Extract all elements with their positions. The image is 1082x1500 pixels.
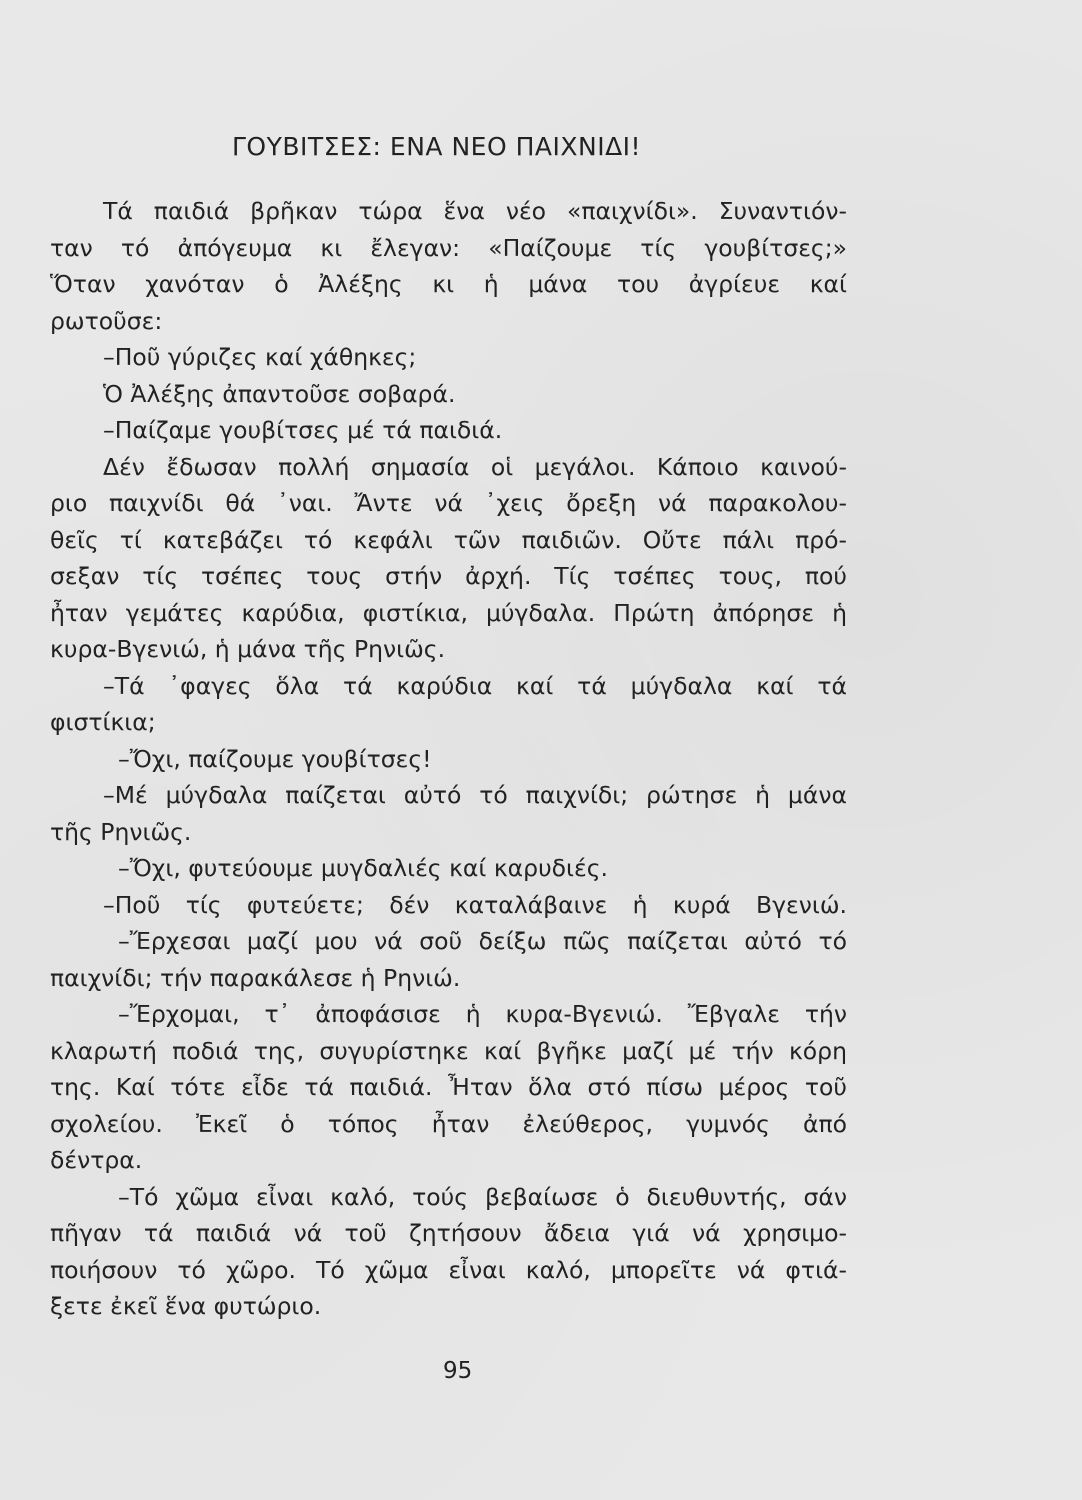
text-line: –Ὄχι, παίζουμε γουβίτσες! (118, 744, 432, 773)
text-line: κυρα-Βγενιώ, ἡ μάνα τῆς Ρηνιῶς. (50, 635, 446, 663)
text-line: –Μέ μύγδαλα παίζεται αὐτό τό παιχνίδι; ρώτησε ἡ μάνα (103, 781, 847, 809)
text-line: –Ποῦ γύριζες καί χάθηκες; (103, 343, 417, 371)
text-line: τῆς Ρηνιῶς. (50, 817, 192, 846)
text-line: –Τά ᾽φαγες ὅλα τά καρύδια καί τά μύγδαλα καί τά (103, 671, 847, 700)
text-line: –Ὄχι, φυτεύουμε μυγδαλιές καί καρυδιές. (118, 854, 608, 882)
text-line: ριο παιχνίδι θά ᾽ναι. Ἄντε νά ᾽χεις ὄρεξη νά παρακολου- (50, 489, 847, 517)
text-line: ἦταν γεμάτες καρύδια, φιστίκια, μύγδαλα. Πρώτη ἀπόρησε ἡ (50, 598, 847, 627)
text-line: –Παίζαμε γουβίτσες μέ τά παιδιά. (103, 416, 503, 444)
text-line: ταν τό ἀπόγευμα κι ἔλεγαν: «Παίζουμε τίς γουβίτσες;» (50, 233, 847, 262)
text-line: θεῖς τί κατεβάζει τό κεφάλι τῶν παιδιῶν. Οὔτε πάλι πρό- (50, 525, 847, 554)
text-line: ποιήσουν τό χῶρο. Τό χῶμα εἶναι καλό, μπορεῖτε νά φτιά- (50, 1255, 847, 1284)
text-line: –Ποῦ τίς φυτεύετε; δέν καταλάβαινε ἡ κυρά Βγενιώ. (103, 890, 847, 919)
body-text (50, 193, 847, 1325)
page-number-text: 95 (443, 1358, 473, 1384)
text-line: σεξαν τίς τσέπες τους στήν ἀρχή. Τίς τσέπες τους, πού (50, 562, 847, 590)
text-line: Τά παιδιά βρῆκαν τώρα ἕνα νέο «παιχνίδι». Συναντιόν- (103, 197, 847, 225)
text-line: Ὁ Ἀλέξης ἀπαντοῦσε σοβαρά. (103, 379, 456, 408)
text-line: δέντρα. (50, 1146, 143, 1174)
text-line: ξετε ἐκεῖ ἕνα φυτώριο. (50, 1292, 322, 1320)
text-line: ρωτοῦσε: (50, 306, 163, 335)
text-line: πῆγαν τά παιδιά νά τοῦ ζητήσουν ἄδεια γιά νά χρησιμο- (50, 1219, 847, 1247)
text-line: Ὅταν χανόταν ὁ Ἀλέξης κι ἡ μάνα του ἀγρίευε καί (50, 270, 847, 298)
chapter-title-text: ΓΟΥΒΙΤΣΕΣ: ΕΝΑ ΝΕΟ ΠΑΙΧΝΙΔΙ! (232, 132, 642, 161)
text-line: –Ἔρχομαι, τ᾽ ἀποφάσισε ἡ κυρα-Βγενιώ. Ἔβγαλε τήν (118, 1000, 847, 1028)
text-line: φιστίκια; (50, 708, 156, 736)
text-line: κλαρωτή ποδιά της, συγυρίστηκε καί βγῆκε μαζί μέ τήν κόρη (50, 1036, 847, 1065)
text-line: της. Καί τότε εἶδε τά παιδιά. Ἦταν ὅλα στό πίσω μέρος τοῦ (50, 1073, 847, 1101)
text-line: –Ἔρχεσαι μαζί μου νά σοῦ δείξω πῶς παίζεται αὐτό τό (118, 927, 847, 955)
text-line: παιχνίδι; τήν παρακάλεσε ἡ Ρηνιώ. (50, 963, 461, 992)
text-line: σχολείου. Ἐκεῖ ὁ τόπος ἦταν ἐλεύθερος, γυμνός ἀπό (50, 1109, 847, 1138)
text-line: –Τό χῶμα εἶναι καλό, τούς βεβαίωσε ὁ διευθυντής, σάν (118, 1182, 847, 1211)
text-line: Δέν ἔδωσαν πολλή σημασία οἱ μεγάλοι. Κάποιο καινού- (103, 452, 847, 481)
